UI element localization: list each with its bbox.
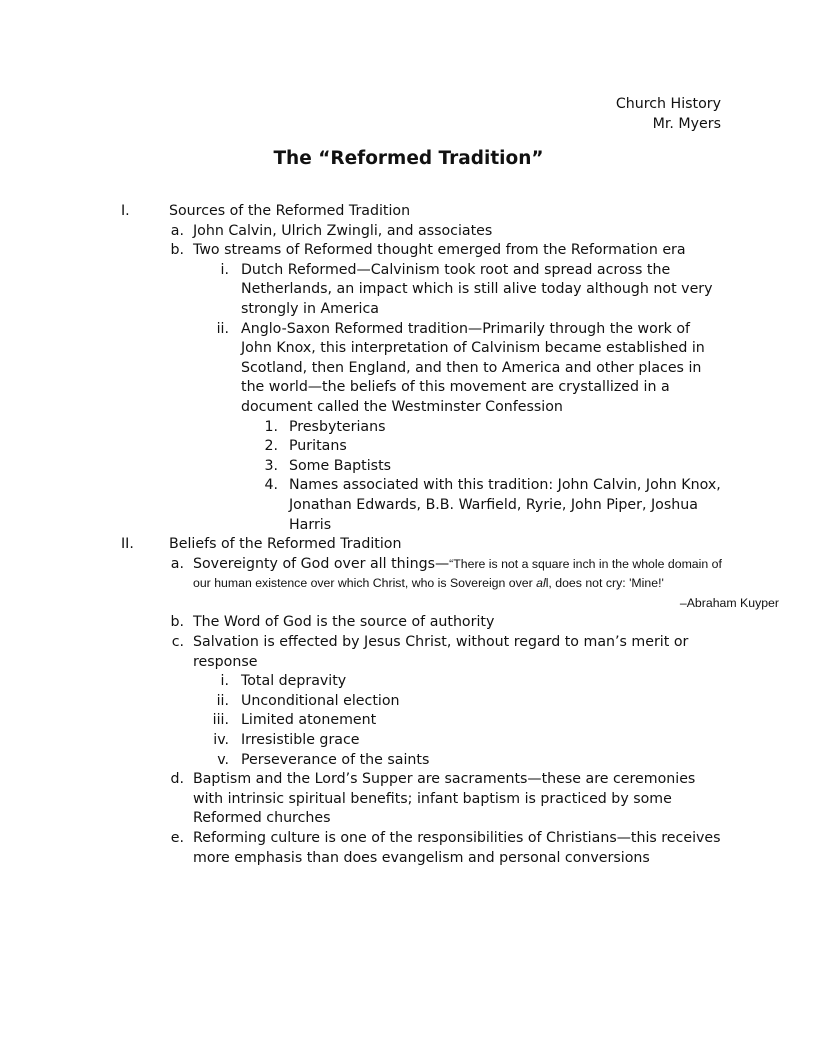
subsubitem-text: Some Baptists — [289, 457, 392, 474]
outline — [0, 202, 817, 868]
outline-subsubitem — [0, 418, 817, 438]
outline-item — [0, 770, 817, 829]
outline-subitem — [0, 261, 817, 320]
item-text: John Calvin, Ulrich Zwingli, and associates — [193, 222, 493, 239]
subsubitem-text: Puritans — [289, 438, 347, 455]
item-marker: c. — [171, 634, 184, 651]
subitem-text: Dutch Reformed—Calvinism took root and spread across the Netherlands, an impact which is still alive today although not very strongly in America — [241, 261, 713, 317]
subitem-marker: i. — [220, 261, 229, 278]
outline-section-1 — [0, 202, 817, 222]
outline-item — [0, 613, 817, 633]
subsubitem-marker: 3. — [264, 457, 278, 474]
subsubitem-marker: 4. — [264, 477, 278, 494]
outline-subitem — [0, 672, 817, 692]
section-marker: II. — [121, 536, 134, 553]
subitem-marker: iii. — [212, 712, 229, 729]
subitem-marker: ii. — [216, 320, 229, 337]
outline-subitem — [0, 320, 817, 418]
kuyper-quote-part1: “There is not a square inch in the whole domain of our human existence over which Christ, who is Sovereign over — [193, 556, 722, 591]
outline-subitem — [0, 692, 817, 712]
outline-subsubitem — [0, 457, 817, 477]
subitem-marker: v. — [217, 751, 229, 768]
item-marker: a. — [170, 222, 184, 239]
outline-item — [0, 222, 817, 242]
outline-subitem — [0, 711, 817, 731]
subsubitem-text: Presbyterians — [289, 418, 386, 435]
outline-item — [0, 241, 817, 261]
item-marker: d. — [170, 771, 184, 788]
subitem-text: Unconditional election — [241, 692, 400, 709]
item-marker: b. — [170, 242, 184, 259]
subsubitem-marker: 2. — [264, 438, 278, 455]
outline-subitem — [0, 731, 817, 751]
item-text: Baptism and the Lord’s Supper are sacraments—these are ceremonies with intrinsic spiritual benefits; infant baptism is practiced by some Reformed churches — [193, 771, 696, 827]
course-name: Church History — [615, 96, 721, 112]
section-heading: Beliefs of the Reformed Tradition — [169, 536, 402, 553]
kuyper-quote-part2: l, does not cry: 'Mine!' — [545, 576, 664, 591]
item-text: Salvation is effected by Jesus Christ, without regard to man’s merit or response — [193, 634, 689, 670]
subitem-marker: i. — [220, 673, 229, 690]
document-header — [616, 95, 721, 134]
item-text: The Word of God is the source of authority — [193, 614, 495, 631]
subitem-text: Total depravity — [241, 673, 347, 690]
item-text: Reforming culture is one of the responsibilities of Christians—this receives more emphasis than does evangelism and personal conversions — [193, 830, 721, 866]
kuyper-quote-italic: al — [536, 576, 546, 591]
subsubitem-text: Names associated with this tradition: John Calvin, John Knox, Jonathan Edwards, B.B. Warfield, Ryrie, John Piper, Joshua Harris — [289, 477, 721, 533]
teacher-name: Mr. Myers — [652, 115, 721, 132]
outline-section-2 — [0, 535, 817, 555]
subitem-marker: iv. — [213, 732, 229, 749]
subitem-marker: ii. — [216, 692, 229, 709]
subitem-text: Anglo-Saxon Reformed tradition—Primarily through the work of John Knox, this interpretation of Calvinism became established in Scotland, then England, and then to America and other places in the world—the beliefs of this movement are crystallized in a document called the Westminster Confession — [241, 320, 705, 415]
item-marker: e. — [170, 830, 184, 846]
item-text — [193, 555, 723, 594]
outline-item-quote — [0, 555, 817, 614]
outline-item — [0, 829, 817, 868]
subitem-text: Perseverance of the saints — [241, 751, 430, 768]
quote-attribution: –Abraham Kuyper — [679, 595, 779, 610]
outline-subsubitem — [0, 437, 817, 457]
outline-item — [0, 633, 817, 672]
item-lead-text: Sovereignty of God over all things— — [193, 555, 450, 572]
item-marker: a. — [170, 555, 184, 572]
subitem-text: Limited atonement — [241, 712, 377, 729]
item-text: Two streams of Reformed thought emerged from the Reformation era — [193, 242, 686, 259]
outline-subitem — [0, 751, 817, 771]
subitem-text: Irresistible grace — [241, 732, 360, 749]
outline-subsubitem — [0, 476, 817, 535]
subsubitem-marker: 1. — [264, 418, 278, 435]
section-heading: Sources of the Reformed Tradition — [169, 203, 411, 219]
document-title: The “Reformed Tradition” — [273, 148, 544, 169]
section-marker: I. — [121, 203, 130, 219]
item-marker: b. — [170, 614, 184, 631]
